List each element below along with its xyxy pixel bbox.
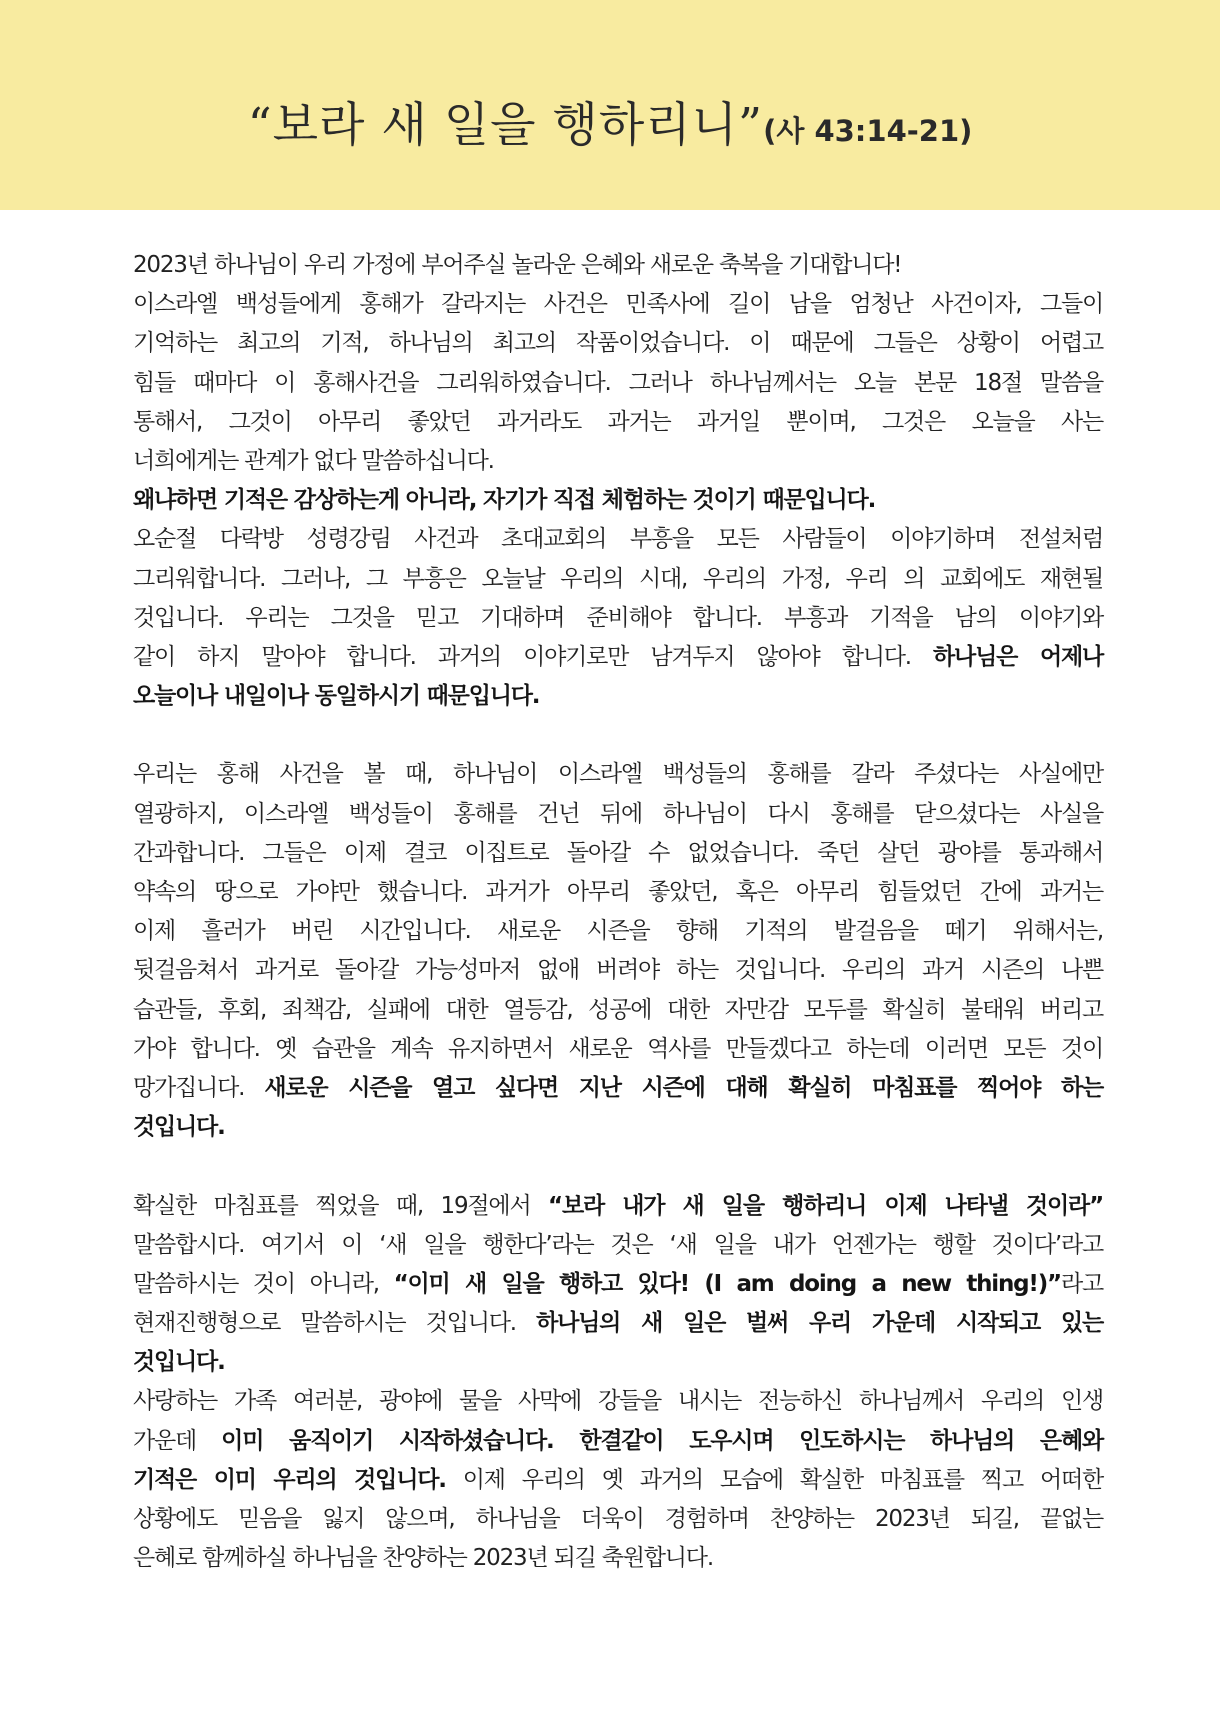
text-line: 너희에게는 관계가 없다 말씀하십니다. <box>133 447 494 474</box>
text-run: 이제 우리의 옛 과거의 모습에 확실한 마침표를 찍고 어떠한 <box>445 1466 1103 1493</box>
text-line: 그리워합니다. 그러나, 그 부흥은 오늘날 우리의 시대, 우리의 가정, 우리 의 교회에도 재현될 <box>133 565 1103 592</box>
text-line: 간과합니다. 그들은 이제 결코 이집트로 돌아갈 수 없었습니다. 죽던 살던 광야를 통과해서 <box>133 839 1103 866</box>
emphasis-text: 이미 움직이기 시작하셨습니다. 한결같이 도우시며 인도하시는 하나님의 은혜와 <box>221 1427 1103 1454</box>
text-line: 것입니다. 우리는 그것을 믿고 기대하며 준비해야 합니다. 부흥과 기적을 남의 이야기와 <box>133 604 1103 631</box>
text-line: 은혜로 함께하실 하나님을 찬양하는 2023년 되길 축원합니다. <box>133 1545 713 1572</box>
paragraph-gap <box>133 1147 1103 1186</box>
text-line: 사랑하는 가족 여러분, 광야에 물을 사막에 강들을 내시는 전능하신 하나님께서 우리의 인생 <box>133 1388 1103 1415</box>
text-run: 망가집니다. <box>133 1074 265 1101</box>
emphasis-text: “보라 내가 새 일을 행하리니 이제 나타낼 것이라” <box>548 1192 1103 1219</box>
text-line <box>133 1304 1103 1343</box>
text-run: 현재진행형으로 말씀하시는 것입니다. <box>133 1310 537 1337</box>
text-run: 확실한 마침표를 찍었을 때, 19절에서 <box>133 1192 549 1219</box>
text-line: 통해서, 그것이 아무리 좋았던 과거라도 과거는 과거일 뿐이며, 그것은 오늘을 사는 <box>133 408 1103 435</box>
text-line <box>133 1187 1103 1226</box>
text-line: 오순절 다락방 성령강림 사건과 초대교회의 부흥을 모든 사람들이 이야기하며 전설처럼 <box>133 526 1103 553</box>
text-run: 라고 <box>1060 1270 1103 1297</box>
text-line: 뒷걸음쳐서 과거로 돌아갈 가능성마저 없애 버려야 하는 것입니다. 우리의 과거 시즌의 나쁜 <box>133 957 1103 984</box>
emphasis-text: 새로운 시즌을 열고 싶다면 지난 시즌에 대해 확실히 마침표를 찍어야 하는 <box>264 1074 1103 1101</box>
emphasis-text: 것입니다. <box>133 1114 225 1141</box>
paragraph-gap <box>133 716 1103 755</box>
title-main: “보라 새 일을 행하리니” <box>247 98 764 153</box>
paragraph-2 <box>133 755 1103 1147</box>
text-line: 가야 합니다. 옛 습관을 계속 유지하면서 새로운 역사를 만들겠다고 하는데 이러면 모든 것이 <box>133 1035 1103 1062</box>
text-line: 열광하지, 이스라엘 백성들이 홍해를 건넌 뒤에 하나님이 다시 홍해를 닫으셨다는 사실을 <box>133 800 1103 827</box>
text-line: 우리는 홍해 사건을 볼 때, 하나님이 이스라엘 백성들의 홍해를 갈라 주셨다는 사실에만 <box>133 761 1103 788</box>
emphasis-text: 기적은 이미 우리의 것입니다. <box>133 1466 446 1493</box>
paragraph-3 <box>133 1187 1103 1579</box>
text-run: 같이 하지 말아야 합니다. 과거의 이야기로만 남겨두지 않아야 합니다. <box>133 643 934 670</box>
text-line-emphasis <box>133 677 1103 716</box>
text-line <box>133 1069 1103 1108</box>
scripture-reference: (사 43:14-21) <box>763 114 973 148</box>
text-line: 힘들 때마다 이 홍해사건을 그리워하였습니다. 그러나 하나님께서는 오늘 본문 18절 말씀을 <box>133 369 1103 396</box>
text-line-emphasis <box>133 481 1103 520</box>
text-line: 상황에도 믿음을 잃지 않으며, 하나님을 더욱이 경험하며 찬양하는 2023년 되길, 끝없는 <box>133 1506 1103 1532</box>
text-line: 이제 흘러가 버린 시간입니다. 새로운 시즌을 향해 기적의 발걸음을 떼기 위해서는, <box>133 918 1103 945</box>
text-line: 2023년 하나님이 우리 가정에 부어주실 놀라운 은혜와 새로운 축복을 기대합니다! <box>133 252 902 278</box>
text-line <box>133 638 1103 677</box>
text-line-emphasis <box>133 1108 1103 1147</box>
page-title <box>0 88 1220 155</box>
emphasis-text: “이미 새 일을 행하고 있다! (I am doing a new thing!)” <box>393 1270 1061 1297</box>
emphasis-text: 하나님의 새 일은 벌써 우리 가운데 시작되고 있는 <box>536 1310 1103 1337</box>
text-line: 약속의 땅으로 가야만 했습니다. 과거가 아무리 좋았던, 혹은 아무리 힘들었던 간에 과거는 <box>133 879 1103 905</box>
emphasis-text: 것입니다. <box>133 1349 225 1376</box>
text-line <box>133 1265 1103 1304</box>
text-line-emphasis <box>133 1343 1103 1382</box>
article-body <box>133 246 1103 1578</box>
text-run: 말씀하시는 것이 아니라, <box>133 1270 394 1297</box>
text-line: 말씀합시다. 여기서 이 ‘새 일을 행한다’라는 것은 ‘새 일을 내가 언젠가는 행할 것이다’라고 <box>133 1231 1103 1258</box>
text-run: 가운데 <box>133 1427 222 1454</box>
text-line <box>133 1461 1103 1500</box>
title-banner <box>0 0 1220 210</box>
emphasis-text: 왜냐하면 기적은 감상하는게 아니라, 자기가 직접 체험하는 것이기 때문입니다. <box>133 487 876 514</box>
text-line: 습관들, 후회, 죄책감, 실패에 대한 열등감, 성공에 대한 자만감 모두를 확실히 불태워 버리고 <box>133 996 1103 1023</box>
emphasis-text: 오늘이나 내일이나 동일하시기 때문입니다. <box>133 683 540 710</box>
text-line <box>133 1422 1103 1461</box>
emphasis-text: 하나님은 어제나 <box>933 643 1103 670</box>
text-line: 기억하는 최고의 기적, 하나님의 최고의 작품이었습니다. 이 때문에 그들은 상황이 어렵고 <box>133 330 1103 357</box>
paragraph-1 <box>133 246 1103 716</box>
text-line: 이스라엘 백성들에게 홍해가 갈라지는 사건은 민족사에 길이 남을 엄청난 사건이자, 그들이 <box>133 291 1103 318</box>
